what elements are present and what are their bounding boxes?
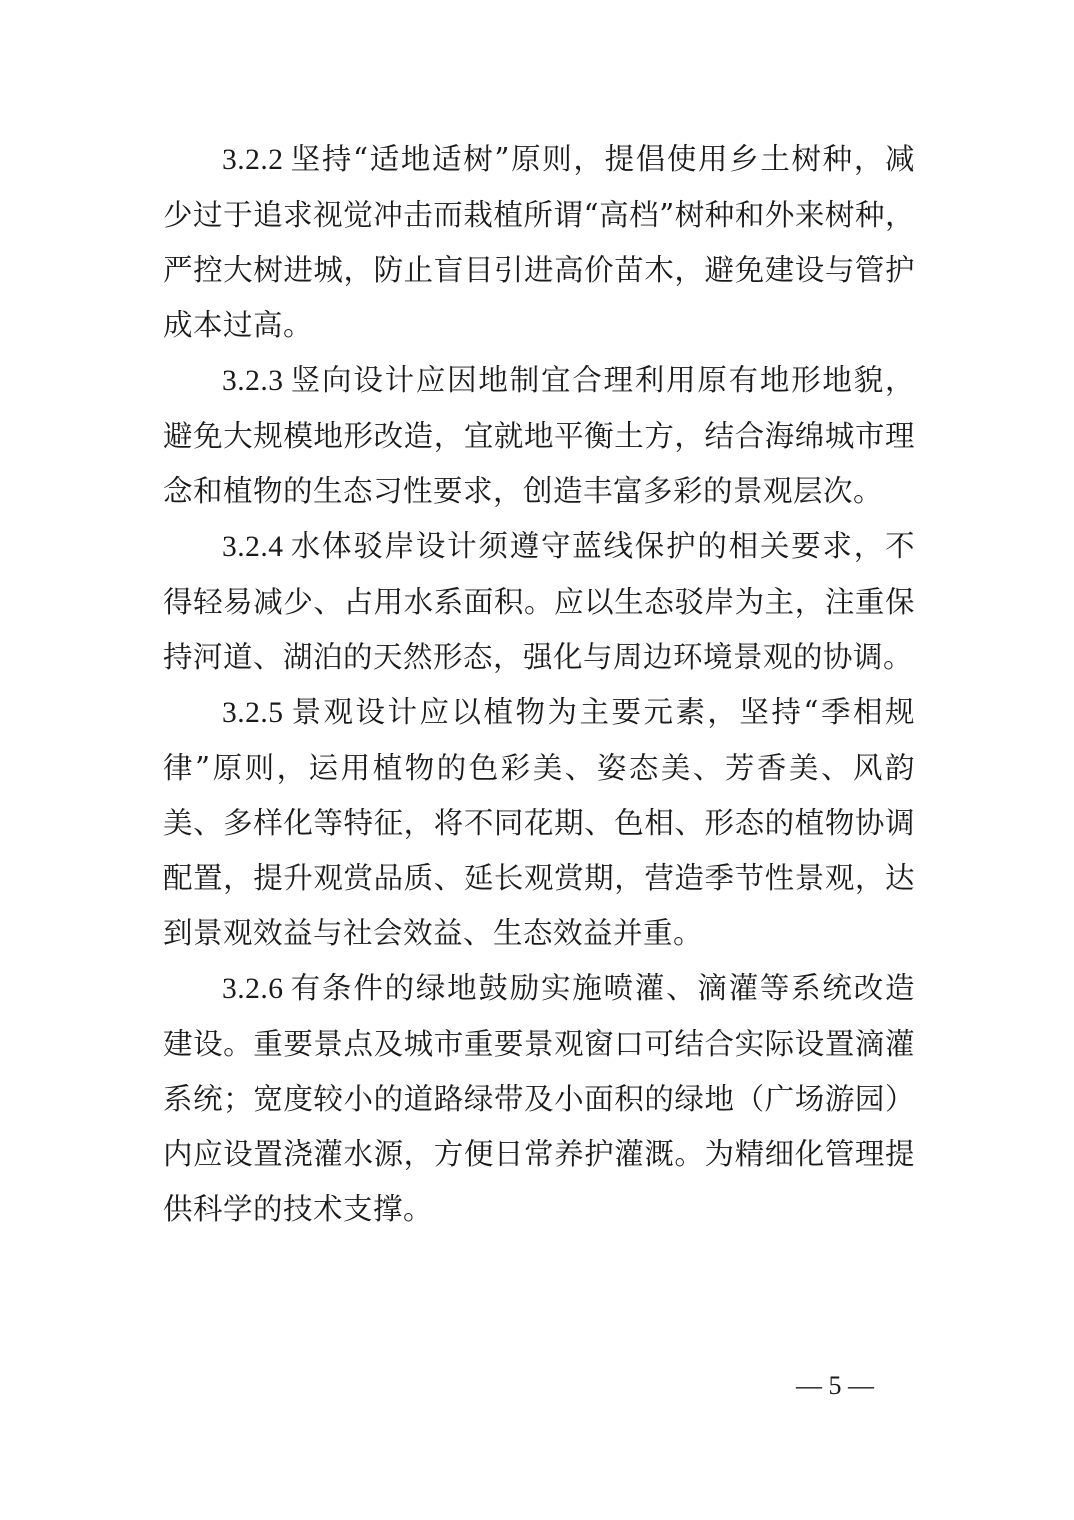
clause-number: 3.2.6 bbox=[222, 973, 284, 1005]
document-body bbox=[163, 132, 915, 1237]
clause-number: 3.2.3 bbox=[222, 365, 284, 397]
clause-3-2-4 bbox=[163, 519, 915, 685]
clause-text: 水体驳岸设计须遵守蓝线保护的相关要求，不得轻易减少、占用水系面积。应以生态驳岸为主，注重保持河道、湖泊的天然形态，强化与周边环境景观的协调。 bbox=[163, 529, 915, 674]
clause-number: 3.2.2 bbox=[222, 144, 284, 176]
clause-text: 坚持“适地适树”原则，提倡使用乡土树种，减少过于追求视觉冲击而栽植所谓“高档”树种和外来树种，严控大树进城，防止盲目引进高价苗木，避免建设与管护成本过高。 bbox=[163, 142, 915, 342]
clause-text: 有条件的绿地鼓励实施喷灌、滴灌等系统改造建设。重要景点及城市重要景观窗口可结合实际设置滴灌系统；宽度较小的道路绿带及小面积的绿地（广场游园）内应设置浇灌水源，方便日常养护灌溉。为精细化管理提供科学的技术支撑。 bbox=[163, 971, 915, 1226]
page-number: — 5 — bbox=[796, 1371, 874, 1400]
clause-number: 3.2.5 bbox=[222, 697, 284, 729]
clause-3-2-3 bbox=[163, 353, 915, 519]
clause-text: 竖向设计应因地制宜合理利用原有地形地貌，避免大规模地形改造，宜就地平衡土方，结合海绵城市理念和植物的生态习性要求，创造丰富多彩的景观层次。 bbox=[163, 363, 915, 508]
clause-text: 景观设计应以植物为主要元素，坚持“季相规律”原则，运用植物的色彩美、姿态美、芳香美、风韵美、多样化等特征，将不同花期、色相、形态的植物协调配置，提升观赏品质、延长观赏期，营造季节性景观，达到景观效益与社会效益、生态效益并重。 bbox=[163, 695, 915, 950]
clause-number: 3.2.4 bbox=[222, 531, 284, 563]
clause-3-2-2 bbox=[163, 132, 915, 353]
clause-3-2-5 bbox=[163, 685, 915, 961]
clause-3-2-6 bbox=[163, 961, 915, 1237]
